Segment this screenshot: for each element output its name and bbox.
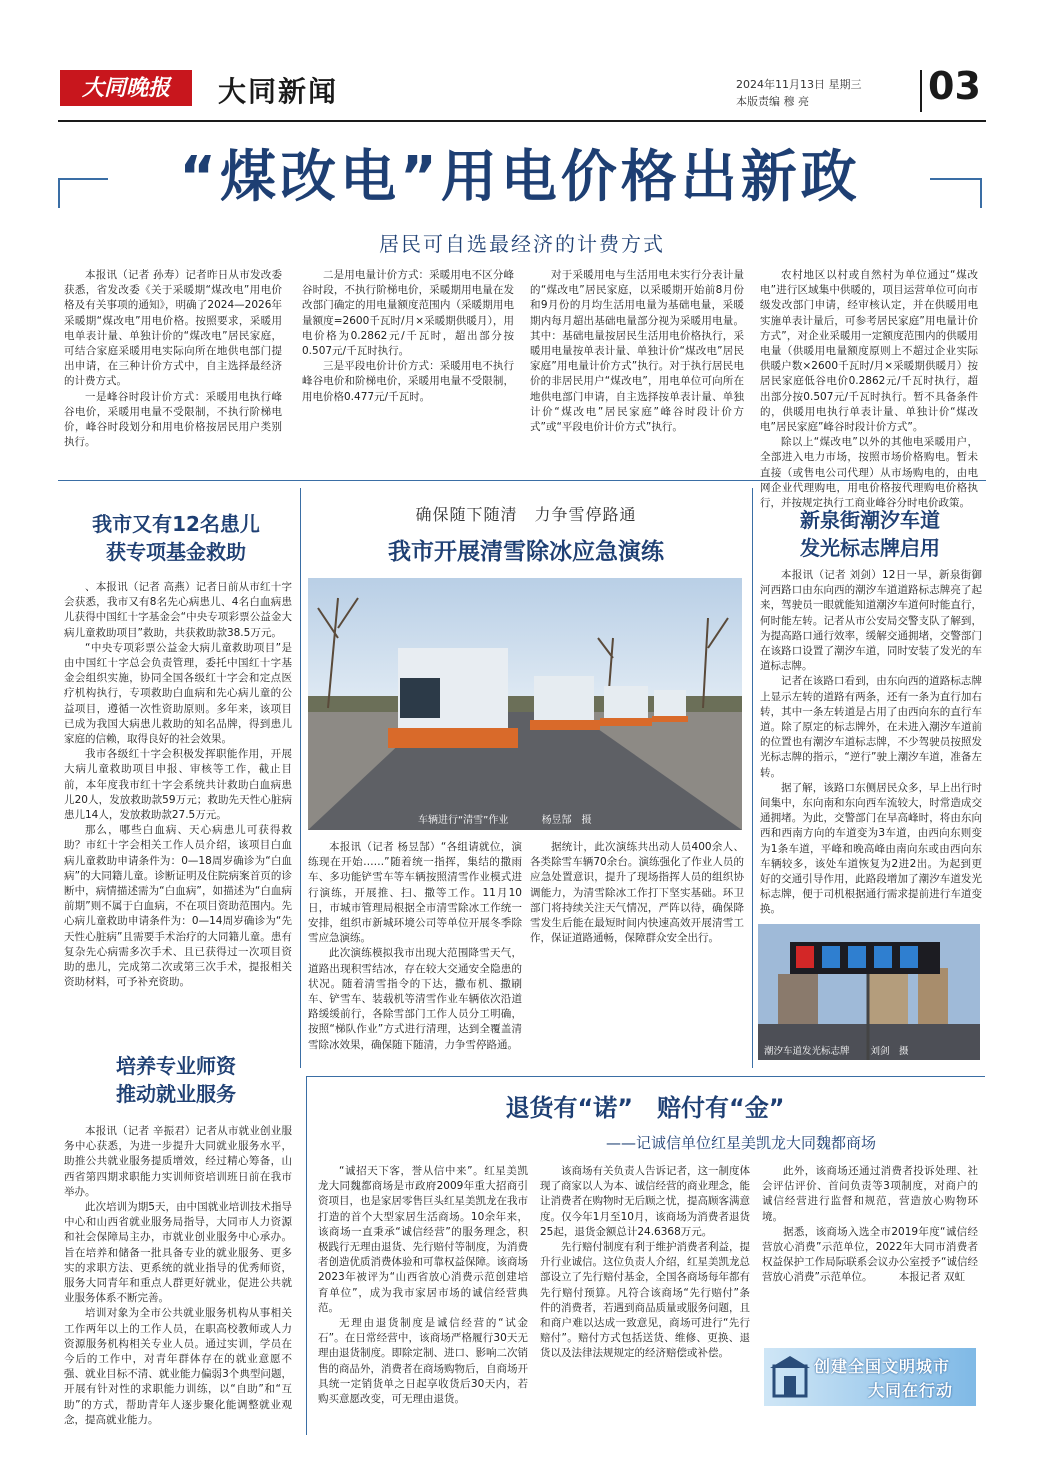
lead-column-2 (302, 268, 514, 468)
bottom-paragraph: 无理由退货制度是诚信经营的“试金石”。在日常经营中，该商场严格履行30天无理由退货制度。即除定制、进口、影响二次销售的商品外，消费者在商场购物后，自商场开具统一定销货单之日起享收货后30天内，若购买意愿改变，可无理由退货。 (318, 1317, 528, 1406)
newspaper-logo: 大同晚报 (60, 70, 192, 106)
left1-paragraph: 我市各级红十字会积极发挥职能作用，开展大病儿童救助项目申报、审核等工作，截止目前，本年度我市红十字会系统共计救助白血病患儿20人，发放救助款59万元；救助先天性心脏病患儿14人，发放救助款27.5万元。 (64, 748, 292, 822)
middle-paragraph: 此次演练模拟我市出现大范围降雪天气，道路出现积雪结冰，存在较大交通安全隐患的状况。随着清雪指令的下达，撒布机、撒刷车、铲雪车、装载机等清雪作业车辆依次沿道路缓缓前行，各除雪部门工作人员分工明确，按照“梯队作业”方式进行清理，达到全覆盖清雪除冰效果，确保随下随清，力争雪停路通。 (308, 947, 522, 1051)
lead-paragraph: 本报讯（记者 孙寿）记者昨日从市发改委获悉，省发改委《关于采暖期“煤改电”用电价格及有关事项的通知》，明确了2024—2026年采暖期“煤改电”用电价格。按照要求，采暖用电单表计量、单独计价的“煤改电”居民家庭，可结合家庭采暖用电实际向所在地供电部门提出申请，在三种计价方式中，自主选择最经济的计费方式。 (64, 269, 282, 388)
lead-paragraph: 一是峰谷时段计价方式：采暖用电执行峰谷电价，采暖用电量不受限制，不执行阶梯电价，峰谷时段划分和用电价格按居民用户类别执行。 (64, 390, 282, 449)
snow-clearing-photo (308, 578, 742, 830)
bottom-paragraph: 此外，该商场还通过消费者投诉处理、社会评估评价、首问负责等3项制度，对商户的诚信经营进行监督和规范，营造放心购物环境。 (762, 1165, 978, 1223)
masthead-divider (920, 70, 922, 112)
right1-paragraph: 据了解，该路口东侧居民众多，早上出行时间集中，东向南和东向西车流较大，时常造成交通拥堵。为此，交警部门在早高峰时，将由东向西和西南方向的车道变为3车道，由西向东则变为1条车道，平峰和晚高峰由南向东或由西向东车辆较多，该处车道恢复为2进2出。为起到更好的交通引导作用，此路段增加了潮汐车道发光标志牌，便于司机根据通行需求提前进行车道变换。 (760, 781, 982, 916)
tidal-lane-photo (758, 924, 980, 1060)
lead-column-1 (64, 268, 282, 468)
bottom-paragraph: 该商场有关负责人告诉记者，这一制度体现了商家以人为本、诚信经营的商业理念，能让消费者在购物时无后顾之忧，提高顾客满意度。仅今年1月至10月，该商场为消费者退货25起，退货金额总计24.6368万元。 (540, 1165, 750, 1238)
middle-column-1 (308, 840, 522, 1060)
right1-headline-line2: 发光标志牌启用 (800, 536, 940, 560)
lead-column-3 (530, 268, 744, 468)
lead-paragraph: 农村地区以村或自然村为单位通过“煤改电”进行区域集中供暖的，项目运营单位可向市级发改部门申请，经审核认定，并在供暖用电实施单表计量后，可参考居民家庭”用电量计价方式”，对企业采暖用一定额度范围内的供暖用电量（供暖用电量额度原则上不超过企业实际供暖户数×2600千瓦时/月×采暖期供暖月）按居民家庭低谷电价0.2862元/千瓦时执行，超出部分按0.507元/千瓦时执行。暂不具备条件的，供暖用电执行单表计量、单独计价“煤改电”居民家庭”峰谷时段计价方式”。 (760, 269, 978, 434)
left2-paragraph: 培训对象为全市公共就业服务机构从事相关工作两年以上的工作人员，在职高校教师或人力资源服务机构相关专业人员。通过实训，学员在今后的工作中，对青年群体存在的就业意愿不强、就业目标不清、就业能力偏弱3个典型问题，开展有针对性的求职能力训练，以“自助”和“互助”的方式，帮助青年人逐步聚化能调整就业观念，提高就业能力。 (64, 1307, 292, 1426)
page-number: 03 (928, 64, 981, 108)
bottom-column-3 (762, 1164, 978, 1344)
lead-column-4 (760, 268, 978, 510)
left1-paragraph: 、本报讯（记者 高燕）记者日前从市红十字会获悉，我市又有8名先心病患儿、4名白血病患儿获得中国红十字基金会“中央专项彩票公益金大病儿童救助项目”救助，共获救助款38.5万元。 (64, 581, 292, 639)
middle-paragraph: 本报讯（记者 杨昱郜）“各组请就位，演练现在开始……”随着统一指挥，集结的撒雨车、多功能铲雪车等车辆按照清雪作业模式进行演练，开展推、扫、撒等工作。11月10日，市城市管理局根据全市清雪除冰工作统一安排，组织市新城环境公司等单位开展冬季除雪应急演练。 (308, 841, 522, 945)
middle-paragraph: 据统计，此次演练共出动人员400余人、各类除雪车辆70余台。演练强化了作业人员的应急处置意识，提升了现场指挥人员的组织协调能力，为清雪除冰工作打下坚实基础。环卫部门将持续关注天气情况，严阵以待，确保降雪发生后能在最短时间内快速高效开展清雪工作，保证道路通畅，保障群众安全出行。 (530, 841, 744, 945)
right1-headline (756, 506, 984, 562)
right1-paragraph: 记者在该路口看到，由东向西的道路标志牌上显示左转的道路有两条，还有一条为直行加右转，其中一条左转道是占用了由西向东的直行车道。除了原定的标志牌外，在未进入潮汐车道前的位置也有潮汐车道标志牌，不少驾驶员按照发光标志牌的指示，“逆行”驶上潮汐车道，准备左转。 (760, 675, 982, 779)
masthead (58, 62, 988, 118)
tidal-photo-caption-text: 潮汐车道发光标志牌 (764, 1046, 850, 1057)
left-column-rule (300, 488, 301, 1068)
section-title: 大同新闻 (218, 75, 339, 108)
lead-frame-right-v (980, 178, 982, 208)
middle-column-2 (530, 840, 744, 1060)
snow-photo-caption-text: 车辆进行“清雪”作业 (418, 815, 509, 826)
snow-photo-caption (412, 810, 598, 827)
left2-paragraph: 此次培训为期5天，由中国就业培训技术指导中心和山西省就业服务局指导，大同市人力资源和社会保障局主办，市就业创业服务中心承办。旨在培养和储备一批具备专业的就业服务、更多实的求职方法、更系统的就业指导的优秀师资，服务大同青年和重点人群更好就业，促进公共就业服务体系不断完善。 (64, 1201, 292, 1305)
lead-frame-left (58, 178, 108, 180)
bottom-paragraph: “诚招天下客，誉从信中来”。红星美凯龙大同魏都商场是市政府2009年重大招商引资项目，也是家居零售巨头红星美凯龙在我市打造的首个大型家居生活商场。10余年来，该商场一直秉承“诚信经营”的服务理念，积极践行无理由退货、先行赔付等制度，为消费者创造优质消费体验和可靠权益保障。该商场2023年被评为“山西省放心消费示范创建培育单位”，成为我市家居市场的诚信经营典范。 (318, 1165, 528, 1314)
left2-headline-line1: 培养专业师资 (116, 1054, 236, 1078)
banner-line2: 大同在行动 (868, 1381, 954, 1400)
right1-paragraph: 本报讯（记者 刘剑）12日一早，新泉街御河西路口由东向西的潮汐车道道路标志牌亮了起来，驾驶员一眼就能知道潮汐车道何时能直行，何时能左转。记者从市公安局交警支队了解到，为提高路口通行效率，缓解交通拥堵，交警部门在该路口设置了潮汐车道，同时安装了发光的车道标志牌。 (760, 569, 982, 673)
bottom-headline: 退货有“诺” 赔付有“金” (505, 1094, 785, 1122)
left1-headline-line1: 我市又有12名患儿 (92, 512, 260, 536)
right1-headline-line1: 新泉街潮汐车道 (800, 508, 940, 532)
bottom-column-2 (540, 1164, 750, 1436)
lead-bottom-rule (58, 480, 986, 481)
left1-headline-line2: 获专项基金救助 (106, 540, 246, 564)
snow-photo-credit: 杨昱郜 摄 (541, 815, 592, 826)
left2-paragraph: 本报讯（记者 辛振君）记者从市就业创业服务中心获悉，为进一步提升大同就业服务水平，助推公共就业服务提质增效，经过精心筹备，山西省第四期求职能力实训师资培训班日前在我市举办。 (64, 1125, 292, 1198)
lead-headline: “煤改电”用电价格出新政 (179, 145, 861, 210)
left2-body (64, 1124, 292, 1434)
lead-paragraph: 二是用电量计价方式：采暖用电不区分峰谷时段，不执行阶梯电价，采暖期用电量在发改部门确定的用电量额度范围内（采暖期用电量额度=2600千瓦时/月×采暖期供暖月），用电价格为0.2862元/千瓦时，超出部分按0.507元/千瓦时执行。 (302, 269, 514, 358)
middle-headline: 我市开展清雪除冰应急演练 (388, 539, 664, 565)
right-column-rule (752, 488, 753, 1068)
left2-headline (58, 1052, 294, 1108)
lead-subhead: 居民可自选最经济的计费方式 (379, 232, 665, 256)
lead-paragraph: 除以上“煤改电”以外的其他电采暖用户，全部进入电力市场，按照市场价格购电。暂未直接（或售电公司代理）从市场购电的，由电网企业代理购电，用电价格按代理购电价格执行，并按规定执行工商业峰谷分时电价政策。 (760, 436, 978, 510)
lead-paragraph: 三是平段电价计价方式：采暖用电不执行峰谷电价和阶梯电价，采暖用电量不受限制，用电价格0.477元/千瓦时。 (302, 360, 514, 403)
left2-headline-line2: 推动就业服务 (116, 1082, 236, 1106)
bottom-paragraph: 先行赔付制度有利于维护消费者利益，提升行业诚信。这位负责人介绍，红星美凯龙总部设立了先行赔付基金，全国各商场每年都有先行赔付预算。凡符合该商场“先行赔付”条件的消费者，若遇到商品质量或服务问题，且和商户难以达成一致意见，商场可进行“先行赔付”。赔付方式包括送货、维修、更换、退货以及法律法规规定的经济赔偿或补偿。 (540, 1241, 750, 1360)
banner-line1: 创建全国文明城市 (814, 1357, 951, 1376)
tidal-lane-image (758, 924, 980, 1060)
snow-clearing-image (308, 578, 742, 830)
tidal-photo-caption (758, 1042, 915, 1058)
landmark-icon (770, 1356, 810, 1398)
lead-frame-left-v (58, 178, 60, 208)
left1-body (64, 580, 292, 1020)
left1-paragraph: “中央专项彩票公益金大病儿童救助项目”是由中国红十字总会负责管理，委托中国红十字基金会组织实施，协同全国各级红十字会和定点医疗机构执行，专项救助白血病和先心病儿童的公益项目，遵循一次性资助原则。多年来，该项目已成为我国大病患儿救助的知名品牌，得到患儿家庭的信赖，取得良好的社会效果。 (64, 641, 292, 746)
bottom-column-1 (318, 1164, 528, 1436)
bottom-subhead: ——记诚信单位红星美凯龙大同魏都商场 (605, 1134, 876, 1152)
lead-frame-right (930, 178, 982, 180)
issue-date: 2024年11月13日 星期三 (736, 78, 862, 91)
page-editor: 本版责编 穆 亮 (736, 95, 809, 108)
right1-body (760, 568, 982, 918)
middle-kicker: 确保随下随清 力争雪停路通 (415, 505, 637, 524)
left1-paragraph: 那么，哪些白血病、天心病患儿可获得救助？市红十字会相关工作人员介绍，该项目白血病儿童救助申请条件为：0—18周岁确诊为“白血病”的大同籍儿童。诊断证明及住院病案首页的诊断中，病情描述需为“白血病”，如描述为“白血病前期”则不属于白血病，不在项目资助范围内。先心病儿童救助申请条件为：0—14周岁确诊为“先天性心脏病”且需要手术治疗的大同籍儿童。患有复杂先心病需多次手术、且已获得过一次项目资助的患儿，完成第二次或第三次手术，提报相关资助材料，可予补充资助。 (64, 824, 292, 989)
masthead-rule (58, 120, 986, 122)
bottom-paragraph: 据悉，该商场入选全市2019年度“诚信经营放心消费”示范单位，2022年大同市消费者权益保护工作局际联系会议办公室授予“诚信经营放心消费”示范单位。 本报记者 双虹 (762, 1225, 978, 1284)
left1-headline (58, 510, 294, 566)
tidal-photo-credit: 刘剑 摄 (870, 1046, 909, 1057)
civilized-city-banner (764, 1348, 976, 1406)
lead-paragraph: 对于采暖用电与生活用电未实行分表计量的“煤改电”居民家庭，以采暖期开始前8月份和9月份的月均生活用电量为基础电量，采暖期内每月超出基础电量部分视为采暖用电量。其中：基础电量按居民生活用电价格执行，采暖用电量按单表计量、单独计价“煤改电”居民家庭”用电量计价方式”执行。对于执行居民电价的非居民用户“煤改电”，用电单位可向所在地供电部门申请，自主选择按单表计量、单独计价“煤改电”居民家庭”峰谷时段计价方式”或“平段电价计价方式”执行。 (530, 269, 744, 434)
